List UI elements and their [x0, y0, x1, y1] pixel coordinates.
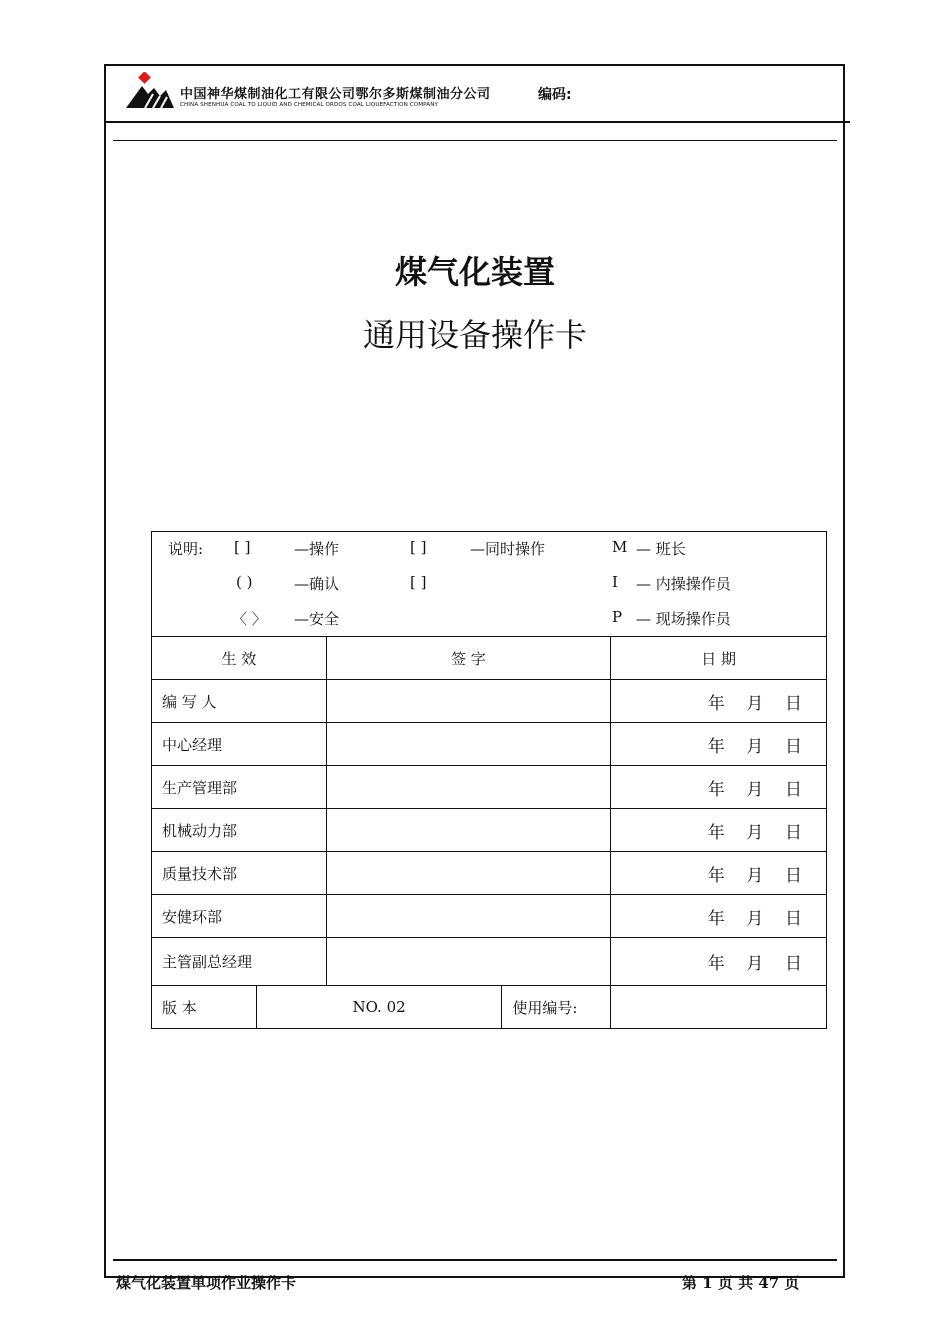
signature-cell[interactable]	[326, 809, 610, 852]
company-name-en: CHINA SHENHUA COAL TO LIQUID AND CHEMICAL ORDOS COAL LIQUEFACTION COMPANY	[180, 102, 439, 108]
signature-cell[interactable]	[326, 938, 610, 986]
code-label: 编码:	[538, 87, 572, 103]
legend-text: —操作	[294, 540, 340, 558]
usage-number-label: 使用编号:	[502, 986, 611, 1029]
date-cell[interactable]: 年 月 日	[611, 938, 827, 986]
signature-cell[interactable]	[326, 766, 610, 809]
footer-title: 煤气化装置单项作业操作卡	[116, 1274, 297, 1292]
version-row	[152, 986, 827, 1029]
role-cell: 主管副总经理	[152, 938, 327, 986]
version-value: NO. 02	[256, 986, 502, 1029]
date-cell[interactable]: 年 月 日	[611, 723, 827, 766]
legend-symbol: 〈 〉	[232, 610, 267, 628]
signature-cell[interactable]	[326, 895, 610, 938]
role-cell: 生产管理部	[152, 766, 327, 809]
table-row	[152, 852, 827, 895]
legend-symbol: [ ]	[234, 538, 251, 556]
table-row	[152, 895, 827, 938]
date-cell[interactable]: 年 月 日	[611, 680, 827, 723]
role-cell: 编 写 人	[152, 680, 327, 723]
table-row	[152, 809, 827, 852]
legend-text: — 班长	[636, 540, 686, 558]
document-title: 煤气化装置	[394, 253, 555, 291]
role-cell: 中心经理	[152, 723, 327, 766]
header-rule	[104, 121, 850, 123]
date-cell[interactable]: 年 月 日	[611, 852, 827, 895]
role-cell: 机械动力部	[152, 809, 327, 852]
table-row	[152, 766, 827, 809]
legend-symbol: [ ]	[410, 538, 427, 556]
legend-text: —确认	[294, 575, 340, 593]
legend-label: 说明:	[168, 540, 204, 558]
approval-table	[151, 531, 827, 1029]
date-cell[interactable]: 年 月 日	[611, 766, 827, 809]
document-subtitle: 通用设备操作卡	[362, 316, 587, 354]
company-name-cn: 中国神华煤制油化工有限公司鄂尔多斯煤制油分公司	[180, 87, 491, 102]
date-cell[interactable]: 年 月 日	[611, 895, 827, 938]
page-number: 第 1 页 共 47 页	[682, 1274, 800, 1292]
legend-box	[152, 532, 827, 637]
signature-cell[interactable]	[326, 723, 610, 766]
usage-number-field[interactable]	[611, 986, 827, 1029]
footer-rule	[113, 1259, 837, 1261]
table-row	[152, 938, 827, 986]
signature-cell[interactable]	[326, 680, 610, 723]
table-header-row	[152, 637, 827, 680]
legend-symbol: I	[612, 573, 618, 591]
column-header: 签 字	[326, 637, 610, 680]
legend-text: —安全	[294, 610, 340, 628]
legend-symbol: [ ]	[410, 573, 427, 591]
shenhua-logo-icon	[126, 72, 176, 110]
table-row	[152, 723, 827, 766]
role-cell: 质量技术部	[152, 852, 327, 895]
header-rule-thin	[113, 140, 837, 141]
legend-symbol: M	[612, 538, 628, 556]
table-row	[152, 680, 827, 723]
legend-symbol: ( )	[236, 573, 253, 591]
version-label: 版 本	[152, 986, 257, 1029]
legend-text: — 内操操作员	[636, 575, 731, 593]
signature-cell[interactable]	[326, 852, 610, 895]
role-cell: 安健环部	[152, 895, 327, 938]
date-cell[interactable]: 年 月 日	[611, 809, 827, 852]
column-header: 生 效	[152, 637, 327, 680]
legend-symbol: P	[612, 608, 623, 626]
column-header: 日 期	[611, 637, 827, 680]
legend-text: — 现场操作员	[636, 610, 731, 628]
legend-text: —同时操作	[470, 540, 546, 558]
